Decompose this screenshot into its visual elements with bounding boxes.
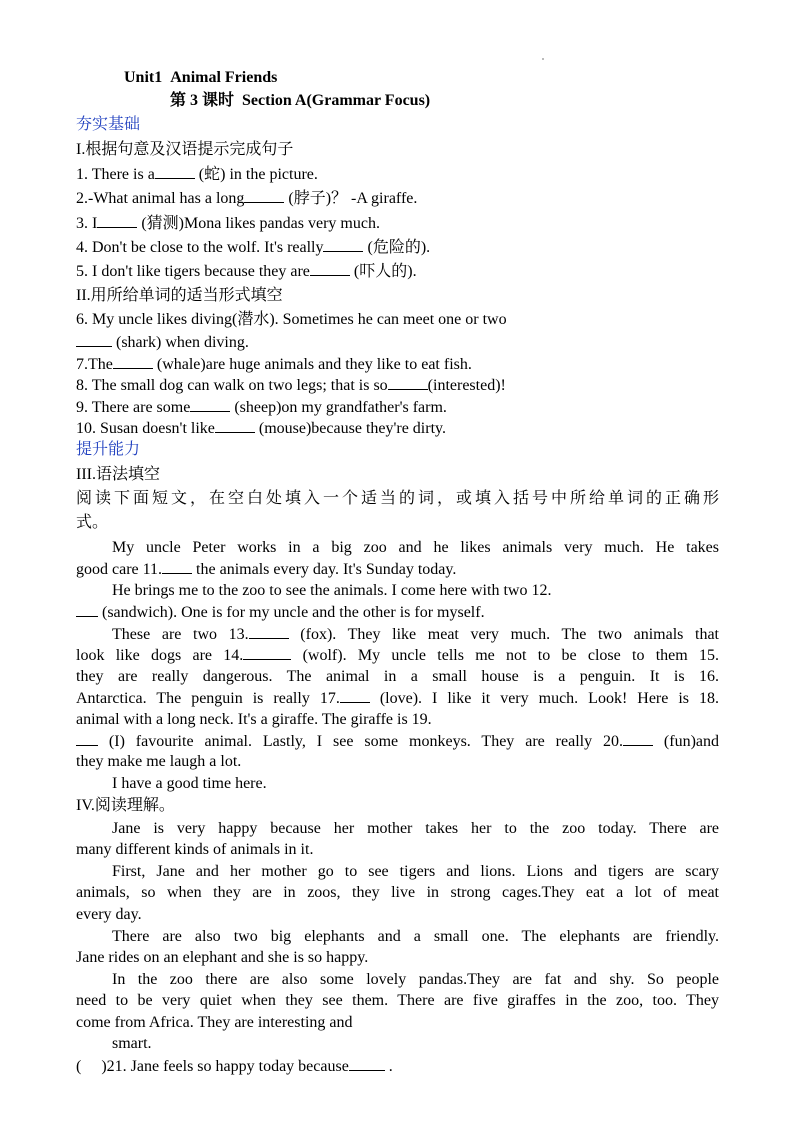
passage-line: These are two 13. (fox). They like meat very much. The two animals that [112,626,720,643]
question-3: 3. I (猜测)Mona likes pandas very much. [76,215,380,232]
section-heading-advanced: 提升能力 [76,441,141,458]
question-7: 7.The (whale)are huge animals and they like to eat fish. [76,356,472,373]
answer-blank[interactable] [76,332,112,347]
answer-blank-11[interactable] [162,559,192,574]
scan-speck [542,58,544,60]
part3-instruction-line2: 式。 [76,514,109,531]
part3-title: III.语法填空 [76,466,160,483]
passage-line: good care 11. the animals every day. It's Sunday today. [76,561,457,578]
question-6-line1: 6. My uncle likes diving(潜水). Sometimes he can meet one or two [76,311,507,328]
reading-line: come from Africa. They are interesting and [76,1014,353,1031]
question-1: 1. There is a (蛇) in the picture. [76,166,318,183]
part4-title: IV.阅读理解。 [76,797,175,814]
reading-line: animals, so when they are in zoos, they live in strong cages.They eat a lot of meat [76,884,719,901]
answer-blank-14[interactable] [243,645,291,660]
passage-line: (I) favourite animal. Lastly, I see some monkeys. They are really 20. (fun)and [76,731,719,752]
part1-title: I.根据句意及汉语提示完成句子 [76,141,294,158]
question-5: 5. I don't like tigers because they are (吓人的). [76,263,417,280]
passage-line: My uncle Peter works in a big zoo and he likes animals very much. He takes [112,539,719,556]
passage-line: animal with a long neck. It's a giraffe. The giraffe is 19. [76,711,432,728]
answer-blank[interactable] [190,397,230,412]
passage-line: look like dogs are 14. (wolf). My uncle tells me not to be close to them 15. [76,647,720,664]
answer-blank-17[interactable] [340,688,370,703]
question-4: 4. Don't be close to the wolf. It's really (危险的). [76,239,431,256]
answer-blank-13[interactable] [249,624,289,639]
answer-blank[interactable] [155,164,195,179]
answer-blank-21[interactable] [349,1056,385,1071]
reading-line: smart. [112,1035,152,1052]
lesson-number: 第 3 课时 [170,92,235,109]
reading-line: many different kinds of animals in it. [76,841,314,858]
passage-line: they make me laugh a lot. [76,753,242,770]
reading-line: There are also two big elephants and a small one. The elephants are friendly. [112,928,719,945]
question-6-line2: (shark) when diving. [76,332,249,353]
answer-blank-20[interactable] [623,731,653,746]
unit-name: Animal Friends [170,69,278,86]
reading-line: Jane rides on an elephant and she is so happy. [76,949,369,966]
part3-instruction-line1: 阅读下面短文，在空白处填入一个适当的词，或填入括号中所给单词的正确形 [76,490,719,507]
answer-blank[interactable] [388,375,428,390]
reading-line: First, Jane and her mother go to see tigers and lions. Lions and tigers are scary [112,863,719,880]
unit-title [124,68,277,88]
lesson-title [170,91,430,111]
answer-blank[interactable] [323,237,363,252]
answer-blank[interactable] [310,261,350,276]
answer-blank[interactable] [113,354,153,369]
passage-line: (sandwich). One is for my uncle and the other is for myself. [76,602,485,623]
answer-blank-19[interactable] [76,731,98,746]
reading-line: Jane is very happy because her mother takes her to the zoo today. There are [112,820,719,837]
part2-title: II.用所给单词的适当形式填空 [76,287,283,304]
passage-line: I have a good time here. [112,775,267,792]
answer-blank-12[interactable] [76,602,98,617]
reading-line: need to be very quiet when they see them. There are five giraffes in the zoo, too. They [76,992,719,1009]
question-8: 8. The small dog can walk on two legs; that is so (interested)! [76,377,506,394]
reading-line: every day. [76,906,142,923]
unit-number: Unit1 [124,69,163,86]
passage-line: Antarctica. The penguin is really 17. (love). I like it very much. Look! Here is 18. [76,690,720,707]
question-10: 10. Susan doesn't like (mouse)because they're dirty. [76,420,446,437]
section-name: Section A(Grammar Focus) [242,92,431,109]
answer-blank[interactable] [215,418,255,433]
question-2: 2.-What animal has a long (脖子)？ -A giraffe. [76,190,418,207]
answer-blank[interactable] [97,213,137,228]
answer-blank[interactable] [244,188,284,203]
section-heading-basic: 夯实基础 [76,116,141,133]
reading-line: In the zoo there are also some lovely pandas.They are fat and shy. So people [112,971,719,988]
question-9: 9. There are some (sheep)on my grandfather's farm. [76,399,447,416]
passage-line: He brings me to the zoo to see the animals. I come here with two 12. [112,582,552,599]
passage-line: they are really dangerous. The animal in a small house is a penguin. It is 16. [76,668,719,685]
question-21: ( )21. Jane feels so happy today because . [76,1058,393,1075]
